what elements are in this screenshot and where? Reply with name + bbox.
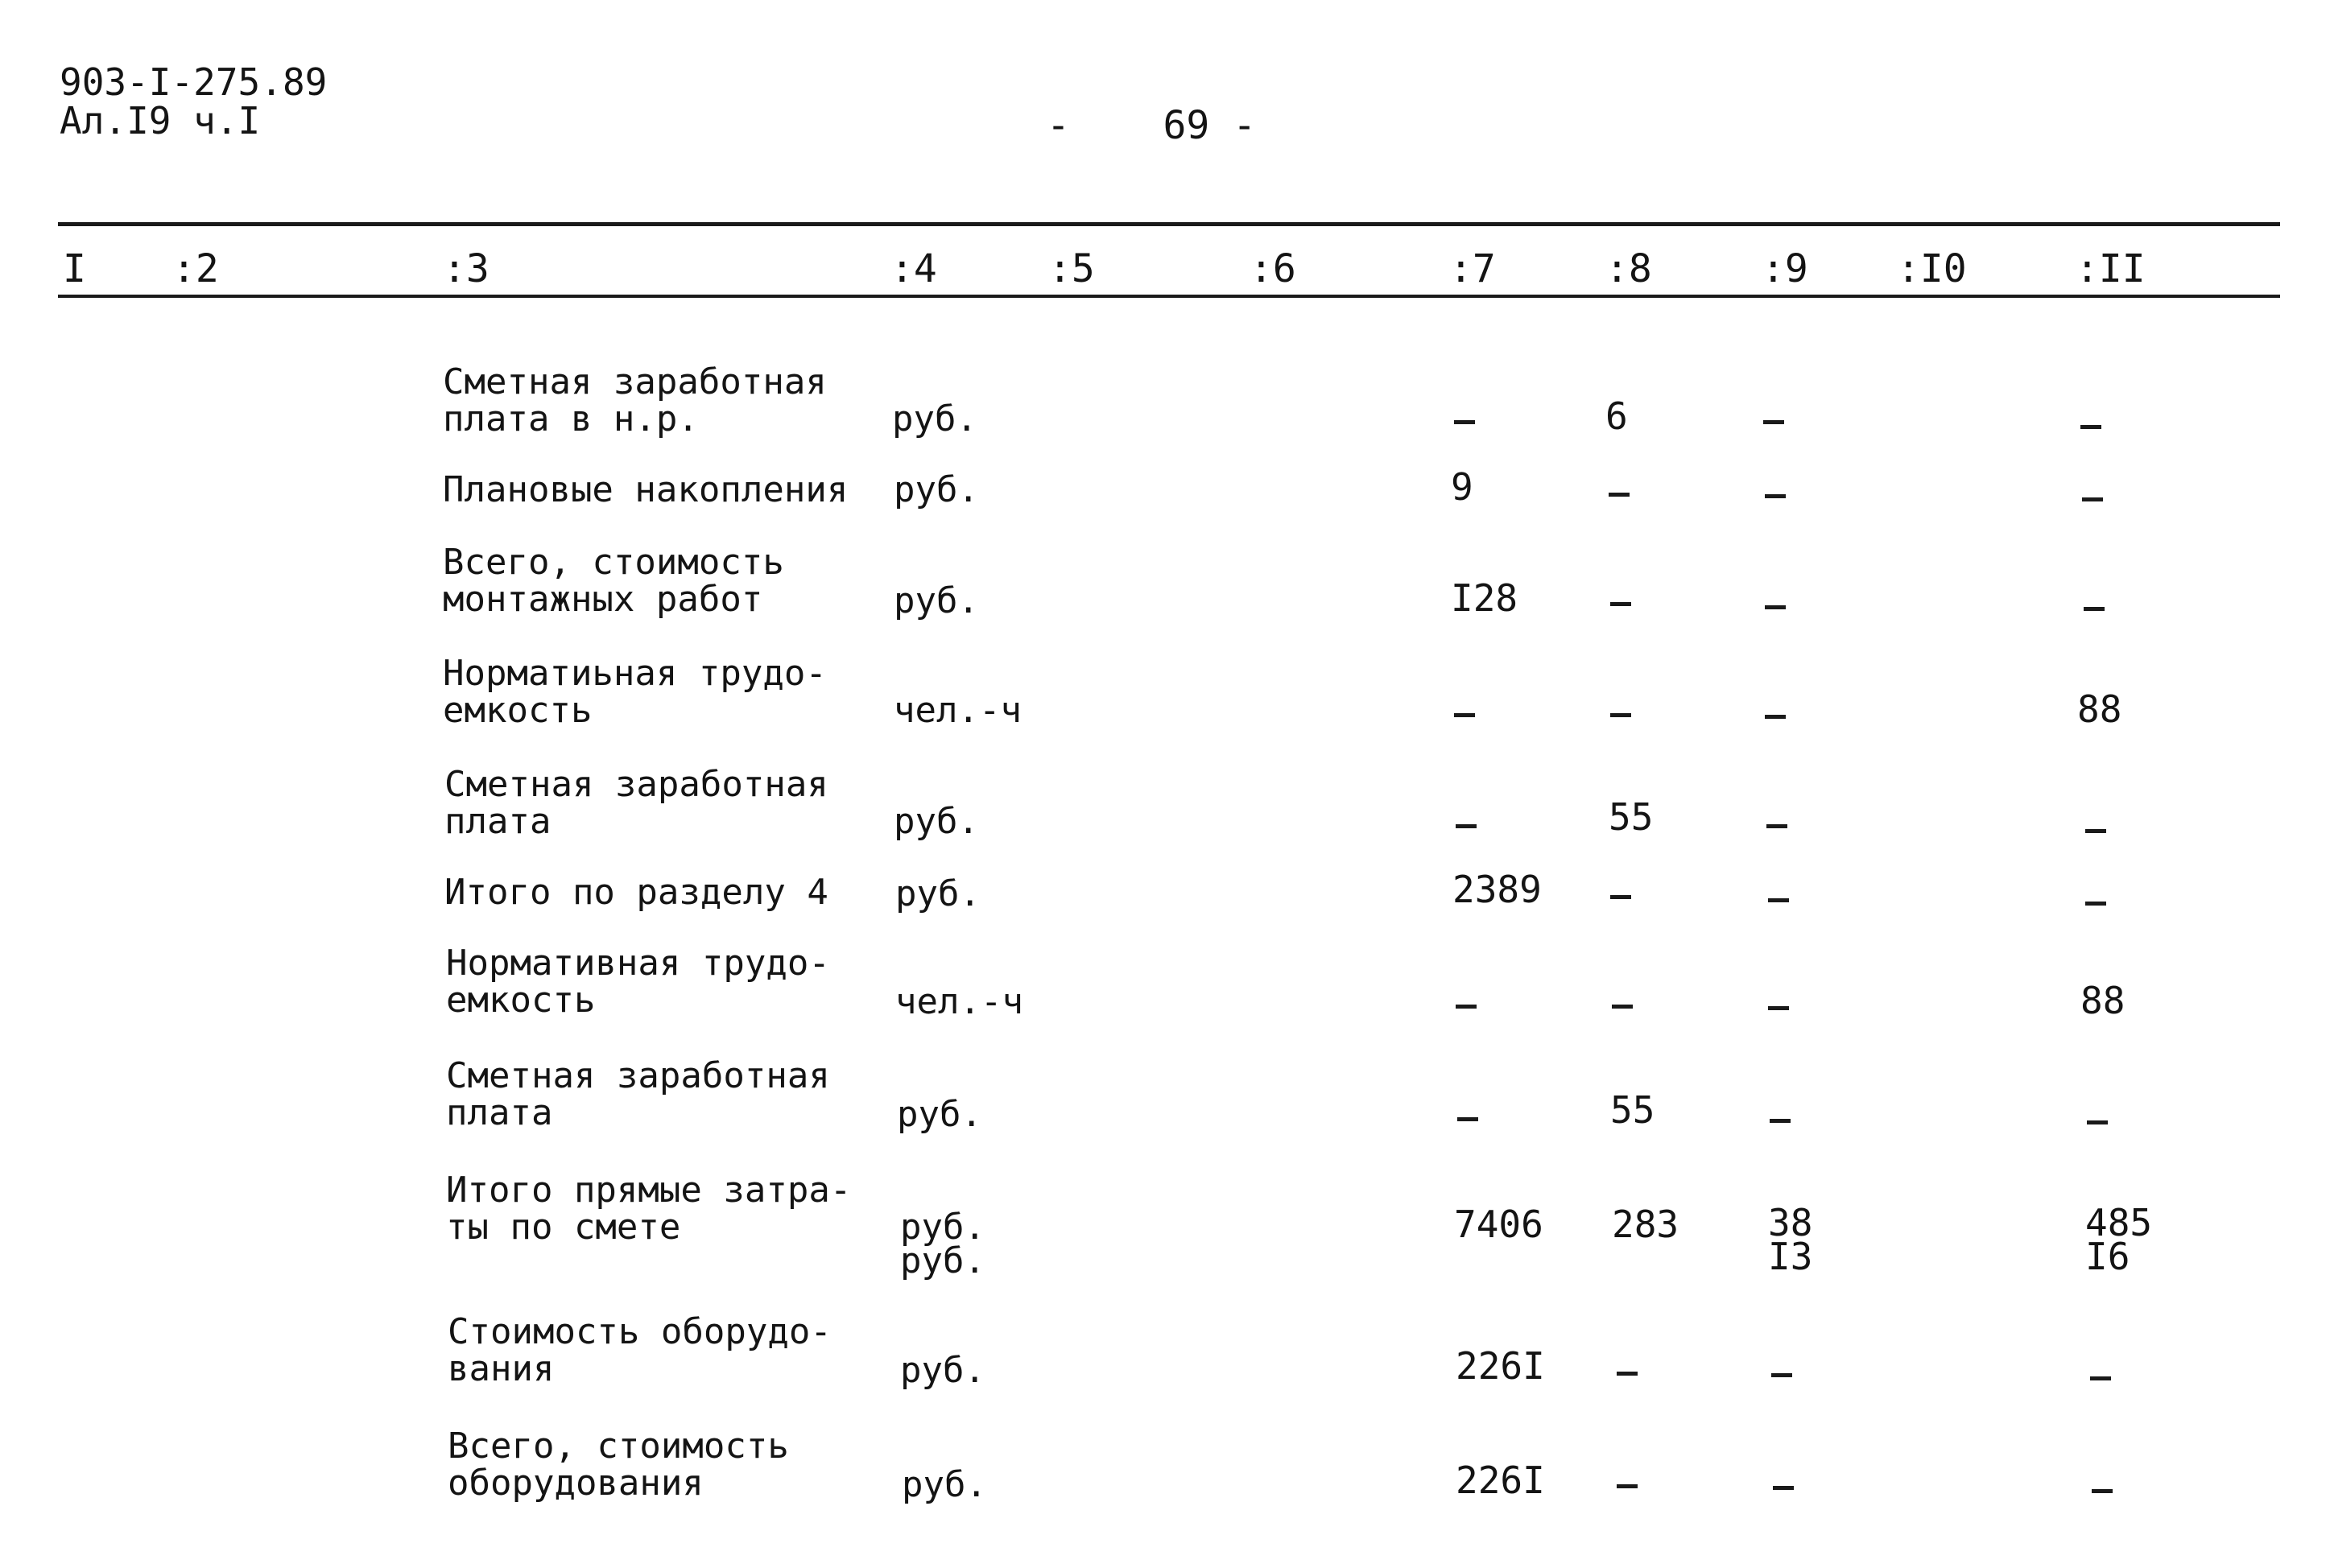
dash-mark	[1617, 1372, 1638, 1376]
dash-mark	[1765, 715, 1786, 719]
dash-mark	[1454, 420, 1475, 424]
dash-mark	[1768, 1006, 1789, 1010]
row-label: Плановые накопления	[443, 469, 849, 510]
dash-mark	[1609, 493, 1630, 497]
row-value-col7: 7406	[1454, 1203, 1543, 1246]
row-unit: чел.-ч	[894, 690, 1022, 731]
page-number: - 69 -	[1047, 103, 1257, 148]
dash-mark	[2084, 607, 2105, 611]
row-value-col9: 38 I3	[1768, 1201, 1813, 1278]
column-header-8: :8	[1605, 246, 1652, 291]
row-unit: руб.	[895, 873, 981, 914]
dash-mark	[1617, 1484, 1638, 1488]
dash-mark	[1765, 494, 1786, 498]
column-header-2: :2	[172, 246, 219, 291]
row-unit: руб.	[900, 1350, 985, 1391]
table-top-rule	[58, 222, 2280, 226]
dash-mark	[1456, 1005, 1477, 1009]
row-label: Нормативная трудо- емкость	[446, 943, 830, 1021]
row-label: Сметная заработная плата в н.р.	[443, 361, 827, 439]
row-unit: руб. руб.	[900, 1207, 985, 1281]
dash-mark	[1765, 605, 1786, 609]
dash-mark	[2087, 1120, 2108, 1124]
dash-mark	[1454, 713, 1475, 717]
dash-mark	[1773, 1486, 1794, 1490]
dash-mark	[1763, 420, 1784, 424]
row-value-col8: 55	[1610, 1088, 1655, 1132]
row-value-col8: 6	[1605, 394, 1628, 438]
dash-mark	[1457, 1117, 1478, 1121]
dash-mark	[2080, 425, 2101, 429]
row-label: Всего, стоимость оборудования	[448, 1426, 789, 1504]
row-unit: руб.	[902, 1464, 987, 1505]
dash-mark	[1770, 1119, 1791, 1123]
column-header-4: :4	[890, 246, 937, 291]
row-unit: руб.	[894, 801, 979, 842]
row-value-col7: 226I	[1456, 1459, 1545, 1502]
dash-mark	[1766, 824, 1787, 828]
column-header-11: :II	[2076, 246, 2146, 291]
row-label: Итого по разделу 4	[444, 872, 828, 913]
column-header-1: I	[63, 246, 86, 291]
row-value-col7: 9	[1451, 465, 1473, 509]
document-code-line1: 903-I-275.89	[60, 60, 328, 104]
dash-mark	[1610, 602, 1631, 606]
column-header-9: :9	[1762, 246, 1808, 291]
row-label: Итого прямые затра- ты по смете	[446, 1170, 852, 1248]
row-unit: чел.-ч	[895, 981, 1023, 1022]
document-code	[60, 60, 328, 142]
row-label: Всего, стоимость монтажных работ	[443, 542, 784, 620]
row-unit: руб.	[897, 1094, 982, 1135]
row-value-col11: 485 I6	[2085, 1201, 2153, 1278]
dash-mark	[2092, 1489, 2113, 1493]
table-header-bottom-rule	[58, 295, 2280, 298]
dash-mark	[1612, 1005, 1633, 1009]
row-unit: руб.	[892, 398, 977, 439]
row-value-col7: I28	[1451, 576, 1518, 620]
dash-mark	[1771, 1373, 1792, 1377]
dash-mark	[2085, 829, 2106, 833]
row-label: Сметная заработная плата	[444, 764, 828, 842]
row-value-col8: 55	[1609, 795, 1654, 839]
dash-mark	[2085, 902, 2106, 906]
row-value-col11: 88	[2077, 687, 2122, 731]
dash-mark	[2090, 1376, 2111, 1380]
row-unit: руб.	[894, 469, 979, 510]
dash-mark	[1610, 713, 1631, 717]
row-label: Норматиьная трудо- емкость	[443, 653, 827, 731]
row-value-col7: 2389	[1452, 868, 1542, 911]
row-label: Стоимость оборудо- вания	[448, 1311, 832, 1389]
dash-mark	[2082, 497, 2103, 501]
column-header-6: :6	[1250, 246, 1296, 291]
dash-mark	[1456, 824, 1477, 828]
document-code-line2: Ал.I9 ч.I	[60, 99, 261, 142]
row-value-col8: 283	[1612, 1203, 1679, 1246]
column-header-10: :I0	[1897, 246, 1967, 291]
row-unit: руб.	[894, 580, 979, 621]
column-header-7: :7	[1449, 246, 1496, 291]
column-header-3: :3	[443, 246, 490, 291]
row-label: Сметная заработная плата	[446, 1055, 830, 1133]
row-value-col11: 88	[2080, 979, 2126, 1022]
row-value-col7: 226I	[1456, 1344, 1545, 1388]
dash-mark	[1610, 895, 1631, 899]
dash-mark	[1768, 898, 1789, 902]
column-header-5: :5	[1048, 246, 1095, 291]
